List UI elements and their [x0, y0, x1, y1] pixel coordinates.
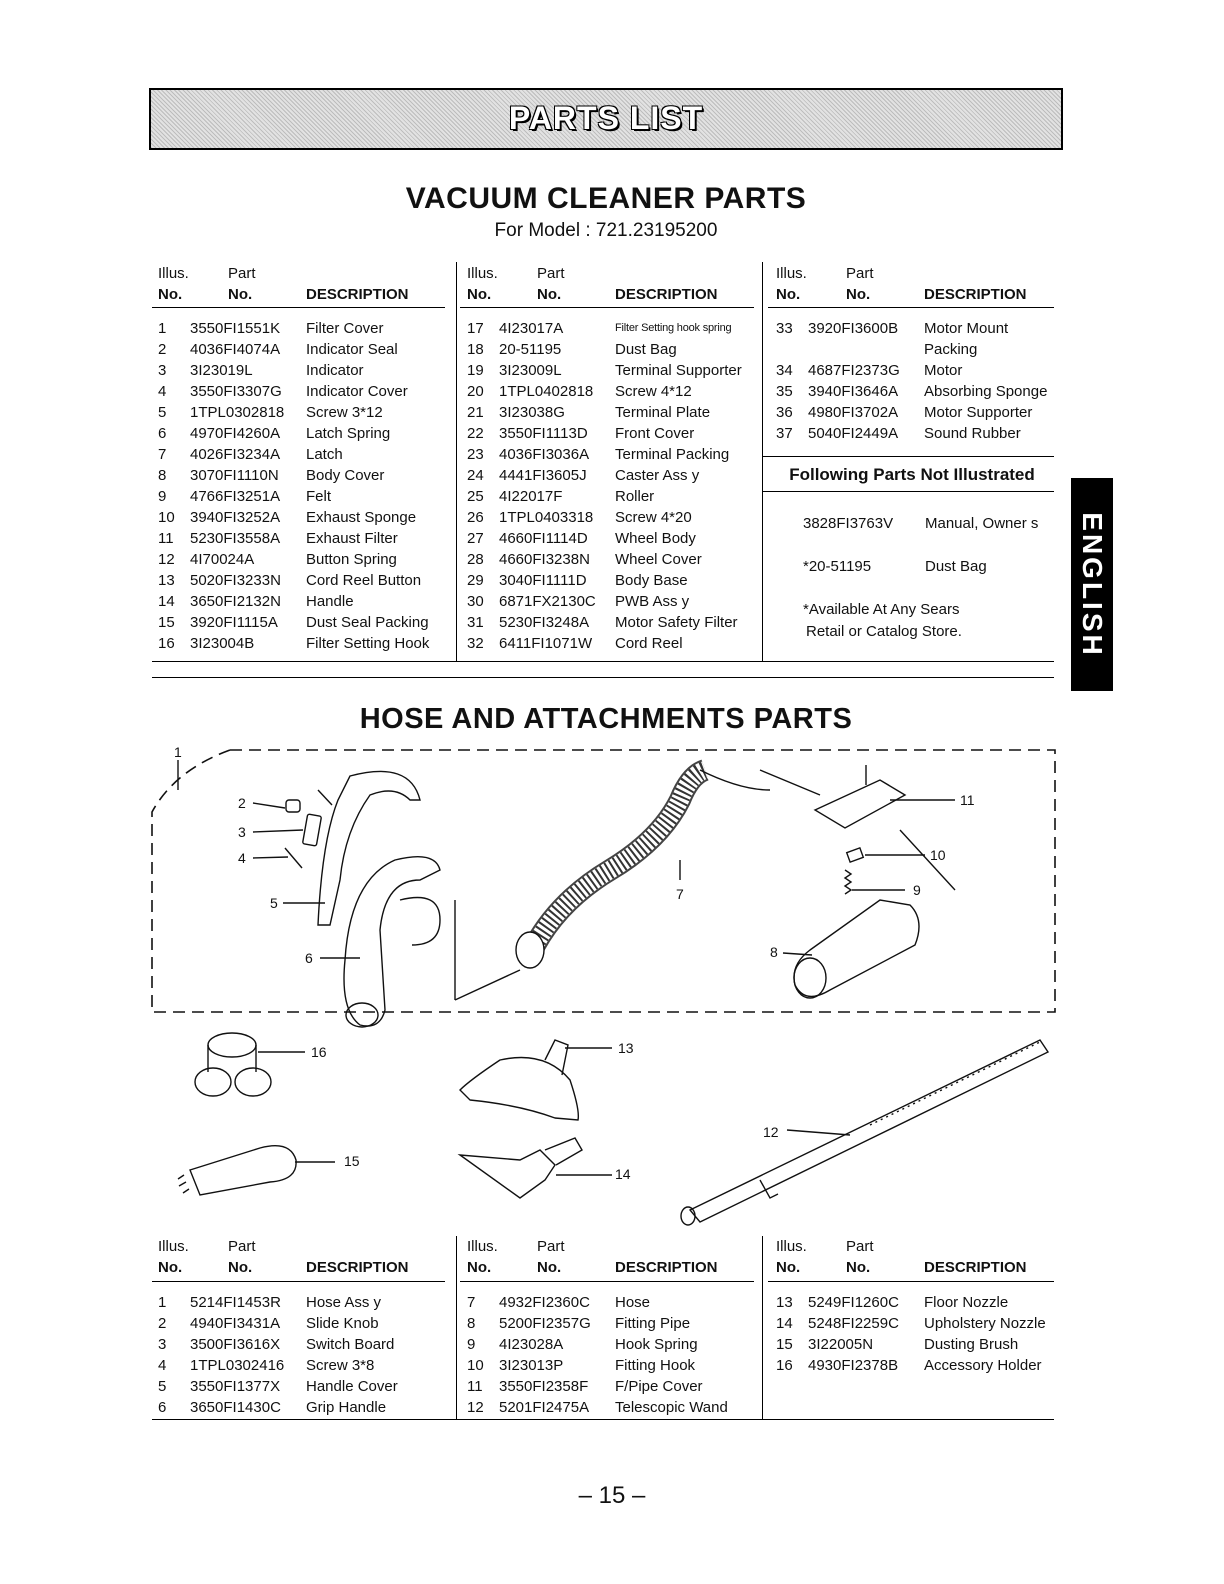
illus-no: 30 [467, 593, 484, 610]
description: Terminal Packing [615, 446, 730, 463]
description: Motor [924, 362, 963, 379]
page-number: – 15 – [578, 1482, 646, 1509]
illus-no: 12 [158, 551, 175, 568]
part-no: 3550FI2358F [499, 1378, 589, 1395]
part-no: 1TPL0302818 [190, 404, 285, 421]
manual-desc: Manual, Owner s [925, 515, 1039, 532]
part-no: 3500FI3616X [190, 1336, 281, 1353]
part-row [158, 1313, 446, 1334]
description: Absorbing Sponge [924, 383, 1048, 400]
description: Filter Setting hook spring [615, 322, 732, 334]
illus-no: 3 [158, 1336, 167, 1353]
illus-no: 25 [467, 488, 484, 505]
callout-4: 4 [238, 850, 246, 866]
description: Latch Spring [306, 425, 391, 442]
part-no: 3650FI1430C [190, 1399, 281, 1416]
description: Accessory Holder [924, 1357, 1042, 1374]
hdr-no2: No. [228, 1259, 253, 1276]
part-row [158, 1376, 446, 1397]
callout-10: 10 [930, 847, 946, 863]
part-no: 3I23009L [499, 362, 562, 379]
hose-parts-table-1 [158, 1292, 446, 1418]
illus-no: 29 [467, 572, 484, 589]
part-no: 4980FI3702A [808, 404, 899, 421]
illus-no: 21 [467, 404, 484, 421]
model-number: For Model : 721.23195200 [494, 220, 718, 241]
part-no: 4I23028A [499, 1336, 564, 1353]
description: Front Cover [615, 425, 695, 442]
callout-9: 9 [913, 882, 921, 898]
part-no: 3920FI3600B [808, 320, 899, 337]
hdr-no2: No. [846, 286, 871, 303]
part-no: 3920FI1115A [190, 614, 278, 631]
illus-no: 37 [776, 425, 793, 442]
part-no: 4036FI4074A [190, 341, 281, 358]
accessory-holder-part [208, 1033, 256, 1057]
illus-no: 6 [158, 1399, 167, 1416]
illus-no: 17 [467, 320, 484, 337]
description: Handle Cover [306, 1378, 398, 1395]
illus-no: 5 [158, 1378, 167, 1395]
hdr-no1: No. [776, 286, 801, 303]
illus-no: 28 [467, 551, 484, 568]
description: Screw 4*12 [615, 383, 692, 400]
part-no: 3940FI3646A [808, 383, 899, 400]
part-row [776, 1292, 1054, 1313]
illus-no: 15 [158, 614, 175, 631]
part-no: 3I23038G [499, 404, 565, 421]
hdr-no2: No. [537, 1259, 562, 1276]
part-no: 3I22005N [808, 1336, 874, 1353]
description: Wheel Body [615, 530, 696, 547]
description: Hose [615, 1294, 651, 1311]
part-row [158, 1397, 446, 1418]
description: Cord Reel Button [306, 572, 422, 589]
hose-parts-table-2 [467, 1292, 755, 1418]
fitting-pipe-part [794, 900, 919, 996]
description: Terminal Plate [615, 404, 711, 421]
part-no: 4I70024A [190, 551, 255, 568]
hdr-desc: DESCRIPTION [306, 1259, 409, 1276]
illus-no: 12 [467, 1399, 484, 1416]
divider [460, 1281, 754, 1282]
description: Exhaust Sponge [306, 509, 417, 526]
hose-header-col2 [467, 1236, 757, 1280]
hdr-desc: DESCRIPTION [615, 1259, 718, 1276]
grip-handle-part [344, 857, 440, 1026]
part-no: 3070FI1110N [190, 467, 279, 484]
part-no: 5248FI2259C [808, 1315, 899, 1332]
not-illustrated-title: Following Parts Not Illustrated [789, 465, 1035, 484]
hdr-illus: Illus. [467, 265, 498, 282]
part-row [467, 1376, 755, 1397]
description: Felt [306, 488, 332, 505]
description: Telescopic Wand [615, 1399, 728, 1416]
part-no: 4930FI2378B [808, 1357, 899, 1374]
illus-no: 32 [467, 635, 484, 652]
hdr-no2: No. [846, 1259, 871, 1276]
dusting-brush-part [190, 1146, 296, 1195]
part-no: 3040FI1111D [499, 572, 587, 589]
part-no: 4940FI3431A [190, 1315, 281, 1332]
column-divider [456, 1236, 457, 1420]
illus-no: 3 [158, 362, 167, 379]
callout-8: 8 [770, 944, 778, 960]
part-no: 3I23019L [190, 362, 253, 379]
hdr-part: Part [537, 1238, 565, 1255]
part-no: 3550FI1551K [190, 320, 281, 337]
availability-note-1: *Available At Any Sears [803, 601, 960, 618]
hdr-part: Part [846, 1238, 874, 1255]
column-divider [762, 1236, 763, 1420]
illus-no: 10 [158, 509, 175, 526]
divider [152, 1419, 1054, 1420]
part-row [467, 1292, 755, 1313]
illus-no: 1 [158, 320, 167, 337]
illus-no: 8 [158, 467, 167, 484]
hose-header-col1 [158, 1236, 448, 1280]
hdr-desc: DESCRIPTION [306, 286, 409, 303]
illus-no: 27 [467, 530, 484, 547]
description: Filter Cover [306, 320, 384, 337]
callout-6: 6 [305, 950, 313, 966]
illus-no: 2 [158, 1315, 167, 1332]
part-no: 5230FI3248A [499, 614, 590, 631]
description: Filter Setting Hook [306, 635, 430, 652]
description: Body Cover [306, 467, 385, 484]
telescopic-wand-part [690, 1040, 1048, 1222]
illus-no: 2 [158, 341, 167, 358]
illus-no: 14 [776, 1315, 793, 1332]
description: Hose Ass y [306, 1294, 382, 1311]
banner-title: PARTS LIST [508, 100, 704, 136]
illus-no: 6 [158, 425, 167, 442]
screw-part [285, 848, 302, 868]
hdr-illus: Illus. [776, 265, 807, 282]
description: Motor Safety Filter [615, 614, 738, 631]
illus-no: 23 [467, 446, 484, 463]
part-no: 5214FI1453R [190, 1294, 281, 1311]
description: Caster Ass y [615, 467, 700, 484]
callout-3: 3 [238, 824, 246, 840]
description: Screw 3*8 [306, 1357, 375, 1374]
slide-knob-part [286, 800, 300, 812]
illus-no: 18 [467, 341, 484, 358]
description: Motor Mount [924, 320, 1009, 337]
illus-no: 14 [158, 593, 175, 610]
availability-note-2: Retail or Catalog Store. [806, 623, 962, 640]
fitting-hook-part [847, 848, 864, 862]
description: Motor Supporter [924, 404, 1033, 421]
description: Grip Handle [306, 1399, 387, 1416]
description: Body Base [615, 572, 688, 589]
part-no: 4970FI4260A [190, 425, 281, 442]
part-no: 5040FI2449A [808, 425, 899, 442]
illus-no: 15 [776, 1336, 793, 1353]
illus-no: 33 [776, 320, 793, 337]
description: Floor Nozzle [924, 1294, 1009, 1311]
callout-12: 12 [763, 1124, 779, 1140]
illus-no: 19 [467, 362, 484, 379]
hdr-illus: Illus. [158, 1238, 189, 1255]
description: Handle [306, 593, 354, 610]
illus-no: 16 [158, 635, 175, 652]
description: Cord Reel [615, 635, 683, 652]
part-no: 4441FI3605J [499, 467, 587, 484]
description: Button Spring [306, 551, 397, 568]
hdr-part: Part [228, 1238, 256, 1255]
hdr-no1: No. [158, 286, 183, 303]
hdr-no1: No. [467, 286, 492, 303]
hdr-no1: No. [158, 1259, 183, 1276]
description: PWB Ass y [615, 593, 690, 610]
description: Switch Board [306, 1336, 395, 1353]
part-no: 4766FI3251A [190, 488, 281, 505]
hdr-desc: DESCRIPTION [924, 1259, 1027, 1276]
description: Dusting Brush [924, 1336, 1019, 1353]
part-row [467, 1334, 755, 1355]
description: Hook Spring [615, 1336, 698, 1353]
vacuum-section-title: VACUUM CLEANER PARTS [405, 182, 807, 215]
description: Indicator Cover [306, 383, 408, 400]
illus-no: 34 [776, 362, 793, 379]
illus-no: 13 [158, 572, 175, 589]
language-tab [1071, 478, 1113, 691]
part-row [467, 1355, 755, 1376]
description: Screw 4*20 [615, 509, 692, 526]
part-no: 3650FI2132N [190, 593, 281, 610]
description: Fitting Pipe [615, 1315, 691, 1332]
hdr-illus: Illus. [158, 265, 189, 282]
part-no: 4660FI3238N [499, 551, 590, 568]
part-no: 3550FI1377X [190, 1378, 281, 1395]
divider [768, 1281, 1054, 1282]
part-no: 4687FI2373G [808, 362, 900, 379]
description: Indicator Seal [306, 341, 398, 358]
language-label: ENGLISH [1077, 511, 1108, 658]
hdr-no1: No. [467, 1259, 492, 1276]
dustbag-desc: Dust Bag [925, 558, 987, 575]
hdr-no2: No. [228, 286, 253, 303]
description: Wheel Cover [615, 551, 702, 568]
callout-11: 11 [960, 792, 975, 808]
manual-part-no: 3828FI3763V [803, 515, 894, 532]
part-no: 20-51195 [499, 341, 562, 358]
hdr-no2: No. [537, 286, 562, 303]
illus-no: 8 [467, 1315, 476, 1332]
part-row [467, 1313, 755, 1334]
part-no: 4660FI1114D [499, 530, 588, 547]
hose-header-col3 [776, 1236, 1056, 1280]
illus-no: 11 [467, 1378, 483, 1395]
illus-no: 20 [467, 383, 484, 400]
callout-1: 1 [174, 744, 182, 760]
illus-no: 5 [158, 404, 167, 421]
part-row [158, 1355, 446, 1376]
description: Dust Seal Packing [306, 614, 429, 631]
part-no: 5249FI1260C [808, 1294, 899, 1311]
illus-no: 26 [467, 509, 484, 526]
part-no: 4932FI2360C [499, 1294, 590, 1311]
description: Indicator [306, 362, 364, 379]
illus-no: 9 [467, 1336, 476, 1353]
description: Packing [924, 341, 978, 358]
illus-no: 24 [467, 467, 484, 484]
upholstery-nozzle-part [460, 1150, 555, 1198]
part-no: 3550FI3307G [190, 383, 282, 400]
illus-no: 35 [776, 383, 793, 400]
callout-5: 5 [270, 895, 278, 911]
illus-no: 11 [158, 530, 174, 547]
description: Upholstery Nozzle [924, 1315, 1046, 1332]
illus-no: 9 [158, 488, 167, 505]
part-no: 5020FI3233N [190, 572, 281, 589]
description: Exhaust Filter [306, 530, 398, 547]
description: Roller [615, 488, 655, 505]
description: Sound Rubber [924, 425, 1021, 442]
illus-no: 36 [776, 404, 793, 421]
callout-2: 2 [238, 795, 246, 811]
part-row [776, 1334, 1054, 1355]
floor-nozzle-part [460, 1058, 578, 1121]
illus-no: 10 [467, 1357, 484, 1374]
description: Terminal Supporter [615, 362, 742, 379]
handle-cover-part [318, 771, 420, 925]
part-row [776, 1313, 1054, 1334]
callout-14: 14 [615, 1166, 631, 1182]
part-no: 3550FI1113D [499, 425, 588, 442]
callout-13: 13 [618, 1040, 634, 1056]
hose-section-title: HOSE AND ATTACHMENTS PARTS [359, 703, 853, 735]
pipe-cover-part [815, 780, 905, 828]
switch-board-part [303, 814, 322, 846]
hdr-desc: DESCRIPTION [924, 286, 1027, 303]
part-no: 1TPL0302416 [190, 1357, 285, 1374]
part-row [158, 1334, 446, 1355]
hook-spring-part [845, 870, 851, 894]
illus-no: 22 [467, 425, 484, 442]
illus-no: 7 [467, 1294, 476, 1311]
illus-no: 31 [467, 614, 484, 631]
illus-no: 7 [158, 446, 167, 463]
part-no: 4I23017A [499, 320, 564, 337]
dustbag-part-no: *20-51195 [803, 558, 872, 575]
hdr-part: Part [228, 265, 256, 282]
part-no: 1TPL0402818 [499, 383, 594, 400]
hdr-part: Part [846, 265, 874, 282]
description: Fitting Hook [615, 1357, 696, 1374]
illus-no: 4 [158, 383, 167, 400]
part-no: 5201FI2475A [499, 1399, 590, 1416]
part-no: 4036FI3036A [499, 446, 590, 463]
illus-no: 1 [158, 1294, 167, 1311]
part-no: 6871FX2130C [499, 593, 596, 610]
part-row [158, 1292, 446, 1313]
description: F/Pipe Cover [615, 1378, 703, 1395]
description: Dust Bag [615, 341, 677, 358]
callout-7: 7 [676, 886, 684, 902]
hdr-no1: No. [776, 1259, 801, 1276]
hdr-part: Part [537, 265, 565, 282]
part-no: 4I22017F [499, 488, 563, 505]
part-no: 3I23004B [190, 635, 255, 652]
part-no: 5200FI2357G [499, 1315, 591, 1332]
illus-no: 16 [776, 1357, 793, 1374]
part-row [467, 1397, 755, 1418]
part-no: 3940FI3252A [190, 509, 281, 526]
callout-16: 16 [311, 1044, 327, 1060]
description: Latch [306, 446, 343, 463]
illus-no: 4 [158, 1357, 167, 1374]
hose-parts-table-3 [776, 1292, 1054, 1376]
part-no: 6411FI1071W [499, 635, 593, 652]
part-no: 1TPL0403318 [499, 509, 594, 526]
illus-no: 13 [776, 1294, 793, 1311]
part-no: 3I23013P [499, 1357, 564, 1374]
hdr-desc: DESCRIPTION [615, 286, 718, 303]
hdr-illus: Illus. [776, 1238, 807, 1255]
description: Screw 3*12 [306, 404, 383, 421]
callout-15: 15 [344, 1153, 360, 1169]
part-no: 4026FI3234A [190, 446, 281, 463]
description: Slide Knob [306, 1315, 379, 1332]
part-no: 5230FI3558A [190, 530, 281, 547]
part-row [776, 1355, 1054, 1376]
divider [152, 1281, 445, 1282]
hdr-illus: Illus. [467, 1238, 498, 1255]
